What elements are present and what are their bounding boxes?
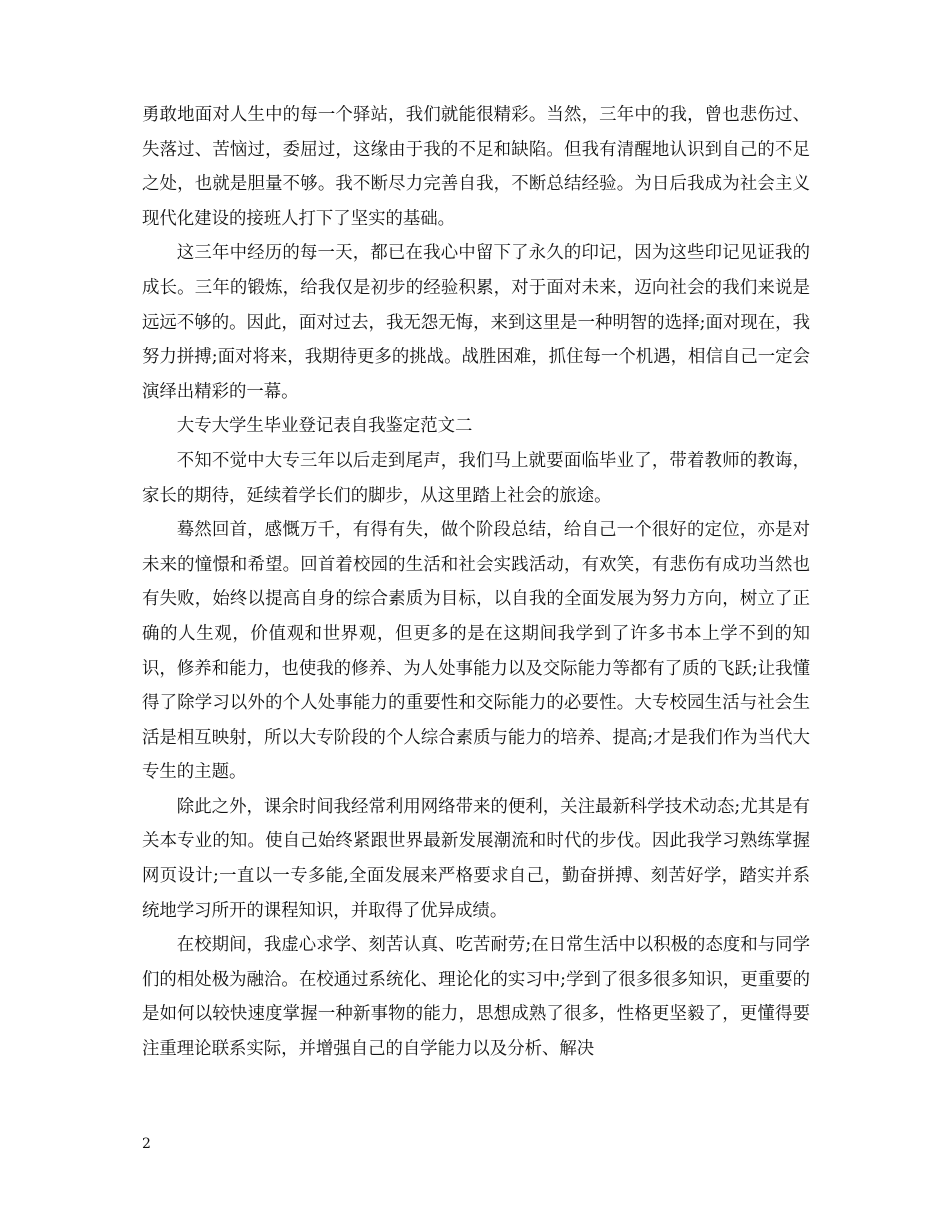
section-heading: 大专大学生毕业登记表自我鉴定范文二: [176, 416, 473, 437]
paragraph-5: 除此之外，课余时间我经常利用网络带来的便利，关注最新科学技术动态;尤其是有关本专业的知。使自己始终紧跟世界最新发展潮流和时代的步伐。因此我学习熟练掌握网页设计;一直以一专多能,全面发展来严格要求自己，勤奋拼搏、刻苦好学，踏实并系统地学习所开的课程知识，并取得了优异成绩。: [142, 796, 810, 921]
paragraph-4: 蓦然回首，感慨万千，有得有失，做个阶段总结，给自己一个很好的定位，亦是对未来的憧憬和希望。回首着校园的生活和社会实践活动，有欢笑，有悲伤有成功当然也有失败，始终以提高自身的综合素质为目标，以自我的全面发展为努力方向，树立了正确的人生观，价值观和世界观，但更多的是在这期间我学到了许多书本上学不到的知识，修养和能力，也使我的修养、为人处事能力以及交际能力等都有了质的飞跃;让我懂得了除学习以外的个人处事能力的重要性和交际能力的必要性。大专校园生活与社会生活是相互映射，所以大专阶段的个人综合素质与能力的培养、提高;才是我们作为当代大专生的主题。: [142, 520, 810, 783]
page-number: 2: [142, 1136, 151, 1152]
paragraph-6: 在校期间，我虚心求学、刻苦认真、吃苦耐劳;在日常生活中以积极的态度和与同学们的相处极为融洽。在校通过系统化、理论化的实习中;学到了很多很多知识，更重要的是如何以较快速度掌握一种新事物的能力，思想成熟了很多，性格更坚毅了，更懂得要注重理论联系实际，并增强自己的自学能力以及分析、解决: [142, 935, 810, 1060]
document-page: [142, 98, 810, 1067]
paragraph-3: 不知不觉中大专三年以后走到尾声，我们马上就要面临毕业了，带着教师的教诲，家长的期待，延续着学长们的脚步，从这里踏上社会的旅途。: [142, 450, 810, 506]
paragraph-2: 这三年中经历的每一天，都已在我心中留下了永久的印记，因为这些印记见证我的成长。三年的锻炼，给我仅是初步的经验积累，对于面对未来，迈向社会的我们来说是远远不够的。因此，面对过去，我无怨无悔，来到这里是一种明智的选择;面对现在，我努力拼搏;面对将来，我期待更多的挑战。战胜困难，抓住每一个机遇，相信自己一定会演绎出精彩的一幕。: [142, 243, 810, 402]
paragraph-1: 勇敢地面对人生中的每一个驿站，我们就能很精彩。当然，三年中的我，曾也悲伤过、失落过、苦恼过，委屈过，这缘由于我的不足和缺陷。但我有清醒地认识到自己的不足之处，也就是胆量不够。我不断尽力完善自我，不断总结经验。为日后我成为社会主义现代化建设的接班人打下了坚实的基础。: [142, 105, 810, 229]
